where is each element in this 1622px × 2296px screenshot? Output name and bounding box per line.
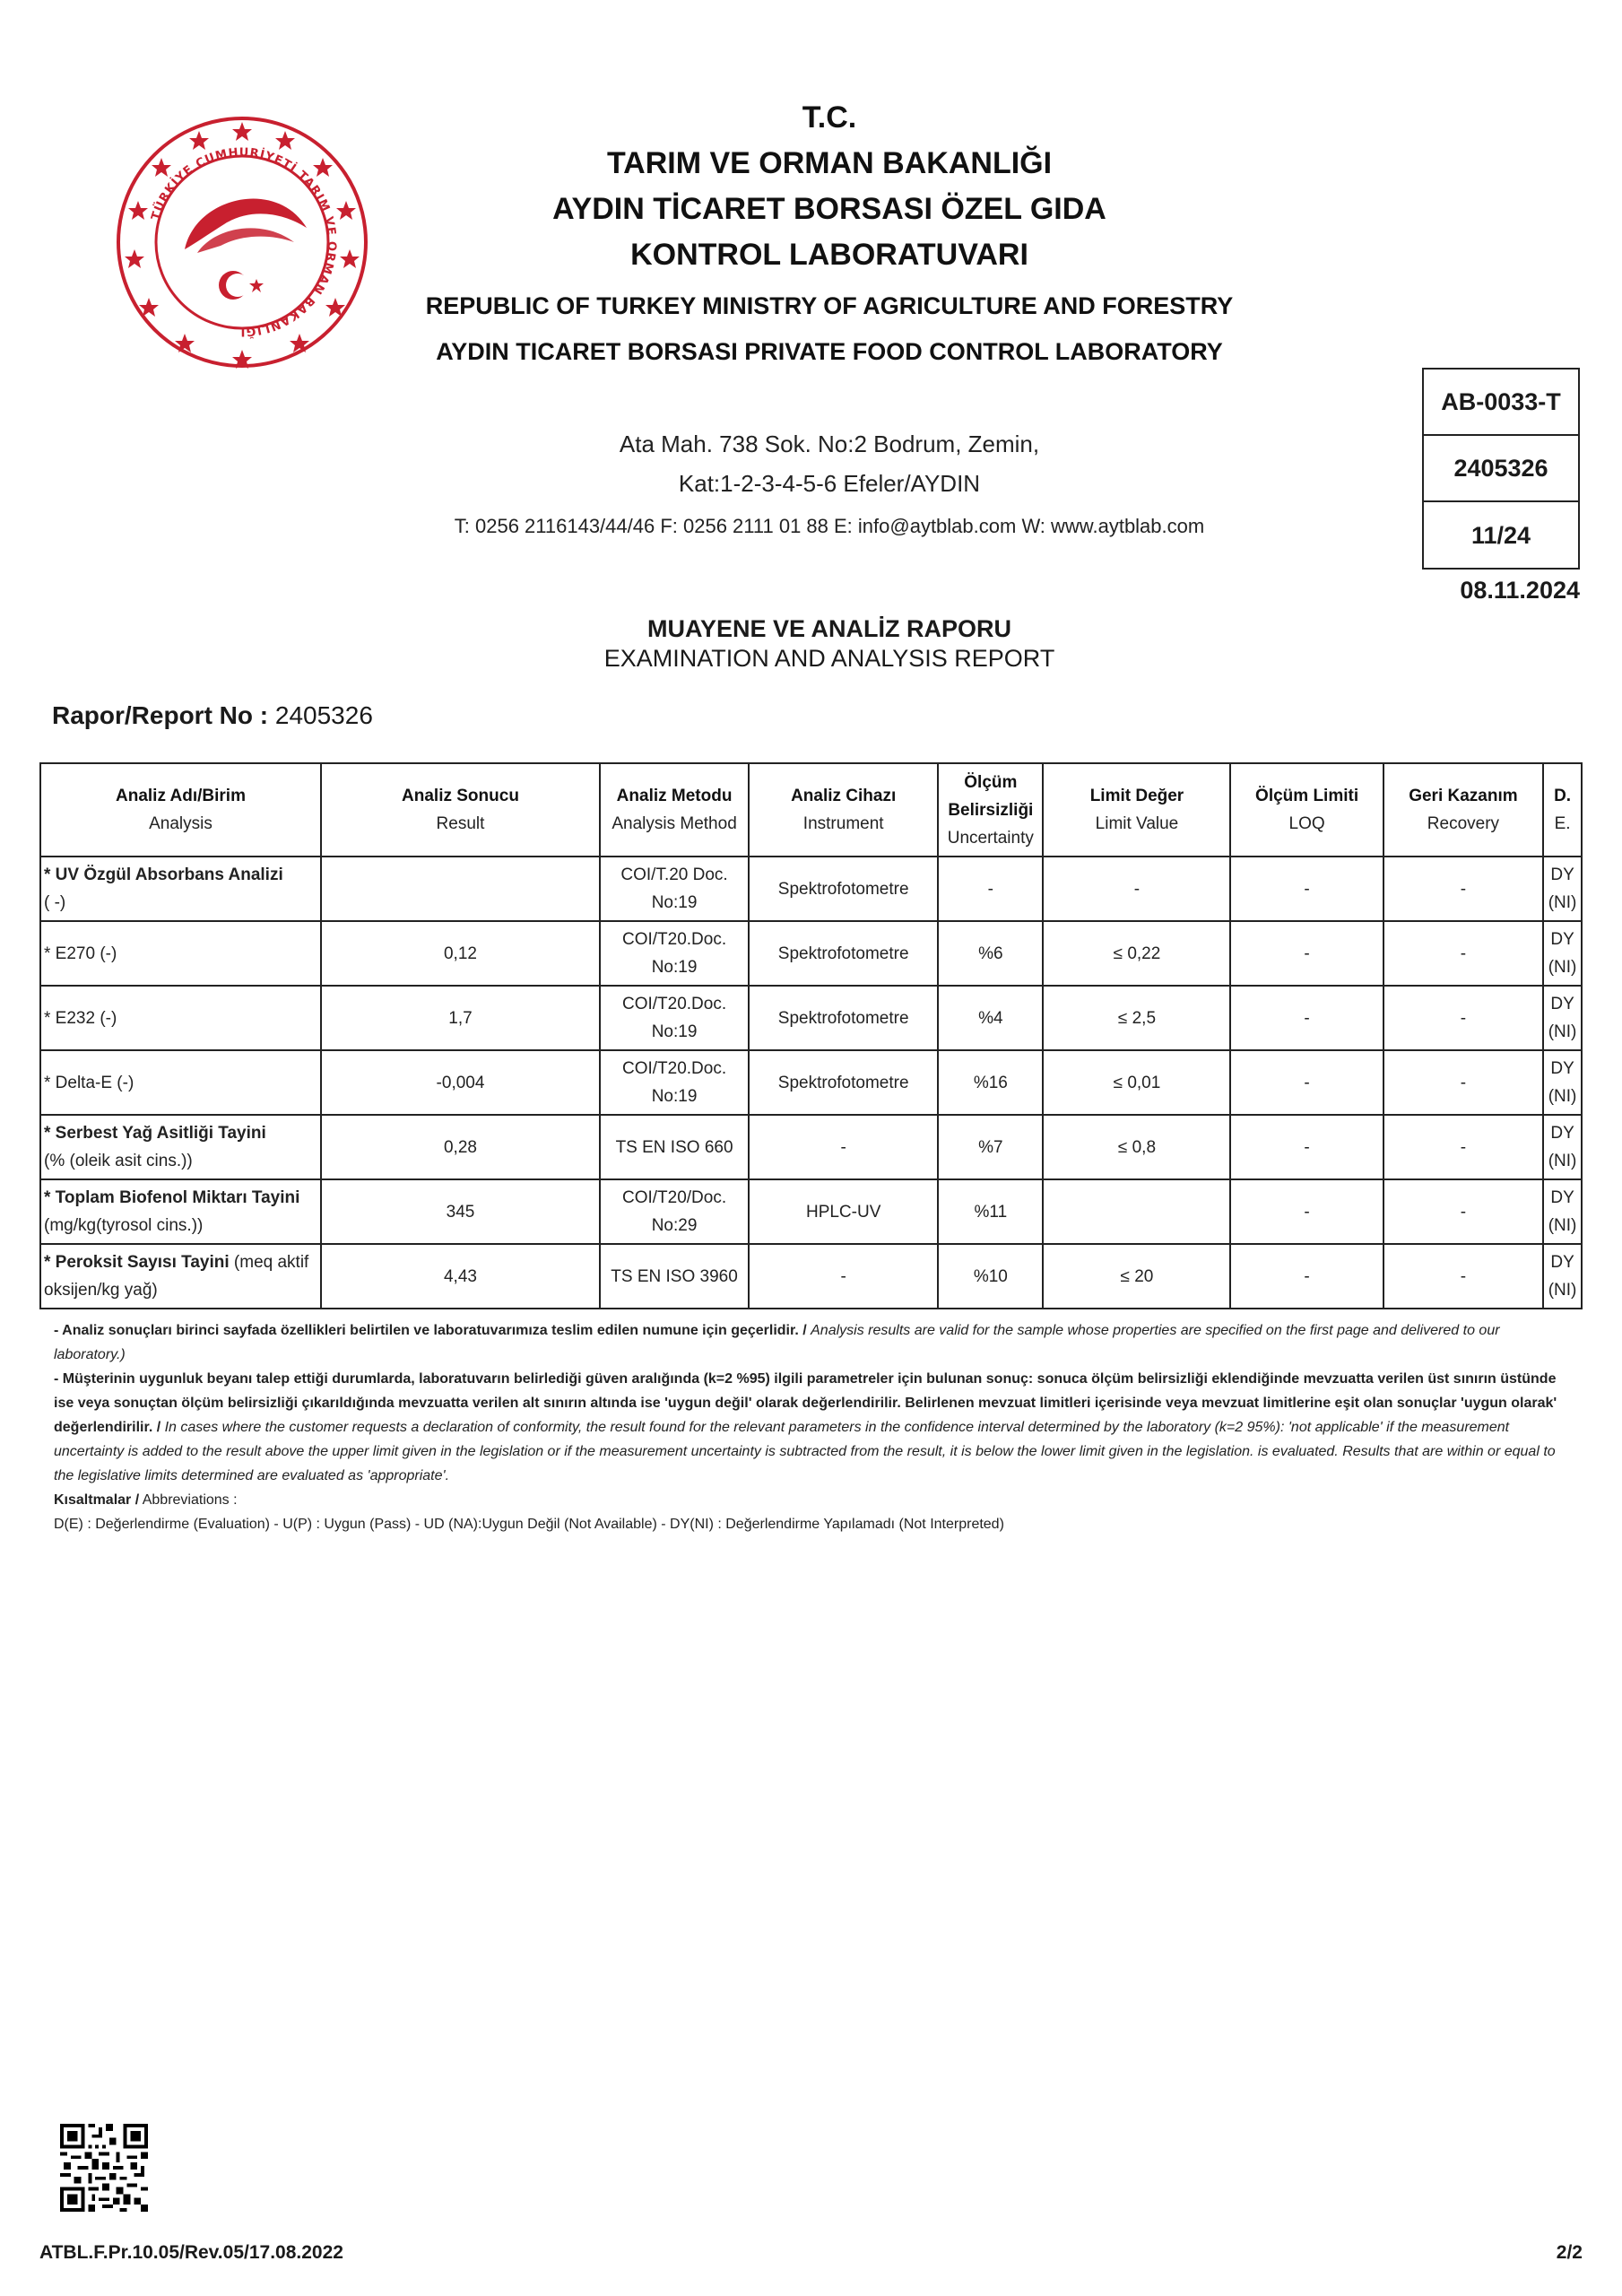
- analysis-loq: -: [1230, 986, 1383, 1050]
- analysis-method: COI/T20.Doc. No:19: [600, 1050, 749, 1115]
- document-report-number: 2405326: [1424, 436, 1578, 502]
- analysis-uncertainty: %6: [938, 921, 1043, 986]
- analysis-loq: -: [1230, 1179, 1383, 1244]
- table-row: [40, 921, 1582, 986]
- header-analysis: Analiz Adı/Birim Analysis: [40, 763, 321, 857]
- analysis-uncertainty: %7: [938, 1115, 1043, 1179]
- results-table: [39, 762, 1583, 1309]
- analysis-recovery: -: [1383, 986, 1543, 1050]
- analysis-result: [321, 857, 600, 921]
- report-date: 08.11.2024: [1460, 577, 1580, 604]
- footer-form-code: ATBL.F.Pr.10.05/Rev.05/17.08.2022: [39, 2242, 343, 2263]
- analysis-method: COI/T.20 Doc. No:19: [600, 857, 749, 921]
- report-number-line: [52, 701, 373, 730]
- document-sequence: 11/24: [1470, 521, 1531, 549]
- analysis-result: 0,12: [321, 921, 600, 986]
- header-result: Analiz Sonucu Result: [321, 763, 600, 857]
- analysis-loq: -: [1230, 1244, 1383, 1309]
- analysis-instrument: Spektrofotometre: [749, 857, 938, 921]
- report-title-en: EXAMINATION AND ANALYSIS REPORT: [603, 645, 1055, 672]
- analysis-method: COI/T20.Doc. No:19: [600, 986, 749, 1050]
- header-uncertainty: Ölçüm Belirsizliği Uncertainty: [938, 763, 1043, 857]
- analysis-name: * Peroksit Sayısı Tayini (meq aktif oksijen/kg yağ): [40, 1244, 321, 1309]
- note-conformity: - Müşterinin uygunluk beyanı talep ettiği durumlarda, laboratuvarın belirlediği güven aralığında (k=2 %95) ilgili parametreler için bulunan sonuç: sonuca ölçüm belirsizliği eklendiğinde mevzuatta verilen üst sınırın üstünde ise veya sonuçtan ölçüm belirsizliği çıkarıldığında mevzuatta verilen alt sınırın altında ise 'uygun değil' olarak değerlendirilir. Belirlenen mevzuat limitleri içerisinde veya mevzuat limitlerine eşit olan sonuçlar 'uygun olarak' değerlendirilir. / In cases where the customer requests a declaration of conformity, the result found for the relevant parameters in the confidence interval determined by the laboratory (k=2 95%): 'not applicable' if the measurement uncertainty is added to the result above the upper limit given in the legislation or if the measurement uncertainty is subtracted from the result, it is below the lower limit given in the legislation. is evaluated. Results that are within or equal to the legislative limits determined are evaluated as 'appropriate'.: [54, 1371, 1557, 1483]
- analysis-recovery: -: [1383, 1115, 1543, 1179]
- table-row: [40, 1050, 1582, 1115]
- table-row: [40, 1179, 1582, 1244]
- analysis-result: 0,28: [321, 1115, 600, 1179]
- analysis-uncertainty: %4: [938, 986, 1043, 1050]
- analysis-instrument: Spektrofotometre: [749, 921, 938, 986]
- analysis-recovery: -: [1383, 1179, 1543, 1244]
- analysis-name: * E232 (-): [40, 986, 321, 1050]
- analysis-recovery: -: [1383, 921, 1543, 986]
- analysis-name: * Delta-E (-): [40, 1050, 321, 1115]
- header-lab-tr-1: AYDIN TİCARET BORSASI ÖZEL GIDA: [552, 192, 1106, 226]
- footer-page-number: 2/2: [1556, 2242, 1583, 2263]
- analysis-evaluation: DY (NI): [1543, 986, 1582, 1050]
- analysis-method: TS EN ISO 660: [600, 1115, 749, 1179]
- analysis-method: COI/T20/Doc. No:29: [600, 1179, 749, 1244]
- address-line-2: Kat:1-2-3-4-5-6 Efeler/AYDIN: [678, 470, 981, 497]
- address-line-1: Ata Mah. 738 Sok. No:2 Bodrum, Zemin,: [619, 430, 1040, 457]
- analysis-uncertainty: -: [938, 857, 1043, 921]
- analysis-instrument: -: [749, 1244, 938, 1309]
- analysis-evaluation: DY (NI): [1543, 1244, 1582, 1309]
- analysis-loq: -: [1230, 1115, 1383, 1179]
- analysis-method: COI/T20.Doc. No:19: [600, 921, 749, 986]
- analysis-recovery: -: [1383, 1244, 1543, 1309]
- analysis-limit: [1043, 1179, 1230, 1244]
- header-loq: Ölçüm Limiti LOQ: [1230, 763, 1383, 857]
- analysis-instrument: Spektrofotometre: [749, 1050, 938, 1115]
- svg-text:TÜRKİYE CUMHURİYETİ TARIM VE O: [149, 146, 338, 339]
- analysis-uncertainty: %10: [938, 1244, 1043, 1309]
- analysis-instrument: -: [749, 1115, 938, 1179]
- document-code: AB-0033-T: [1424, 370, 1578, 436]
- note-abbreviations: D(E) : Değerlendirme (Evaluation) - U(P) : Uygun (Pass) - UD (NA):Uygun Değil (Not Available) - DY(NI) : Değerlendirme Yapılamadı (Not Interpreted): [54, 1517, 1004, 1532]
- report-title-tr: MUAYENE VE ANALİZ RAPORU: [646, 615, 1012, 642]
- analysis-evaluation: DY (NI): [1543, 1050, 1582, 1115]
- qr-code: [60, 2124, 148, 2212]
- analysis-name: * E270 (-): [40, 921, 321, 986]
- analysis-limit: -: [1043, 857, 1230, 921]
- analysis-instrument: HPLC-UV: [749, 1179, 938, 1244]
- header-limit-value: Limit Değer Limit Value: [1043, 763, 1230, 857]
- table-row: [40, 857, 1582, 921]
- seal-text: TÜRKİYE CUMHURİYETİ TARIM VE ORMAN BAKANLIĞI: [149, 145, 339, 339]
- analysis-method: TS EN ISO 3960: [600, 1244, 749, 1309]
- analysis-loq: -: [1230, 1050, 1383, 1115]
- analysis-loq: -: [1230, 857, 1383, 921]
- analysis-result: 4,43: [321, 1244, 600, 1309]
- header-method: Analiz Metodu Analysis Method: [600, 763, 749, 857]
- note-validity: - Analiz sonuçları birinci sayfada özellikleri belirtilen ve laboratuvarımıza teslim edilen numune için geçerlidir. / Analysis results are valid for the sample whose properties are specified on the first page and delivered to our laboratory.): [54, 1323, 1500, 1362]
- header-ministry-en: REPUBLIC OF TURKEY MINISTRY OF AGRICULTURE AND FORESTRY: [425, 292, 1234, 319]
- analysis-result: -0,004: [321, 1050, 600, 1115]
- table-row: [40, 986, 1582, 1050]
- table-row: [40, 1115, 1582, 1179]
- header-lab-tr-2: KONTROL LABORATUVARI: [630, 238, 1028, 272]
- header-recovery: Geri Kazanım Recovery: [1383, 763, 1543, 857]
- analysis-limit: ≤ 0,01: [1043, 1050, 1230, 1115]
- analysis-evaluation: DY (NI): [1543, 857, 1582, 921]
- analysis-limit: ≤ 0,22: [1043, 921, 1230, 986]
- header-instrument: Analiz Cihazı Instrument: [749, 763, 938, 857]
- analysis-name: * Toplam Biofenol Miktarı Tayini (mg/kg(tyrosol cins.)): [40, 1179, 321, 1244]
- table-header-row: [40, 763, 1582, 857]
- header-lab-en: AYDIN TICARET BORSASI PRIVATE FOOD CONTROL LABORATORY: [436, 338, 1223, 365]
- header-tc: T.C.: [802, 100, 857, 135]
- analysis-limit: ≤ 2,5: [1043, 986, 1230, 1050]
- analysis-uncertainty: %11: [938, 1179, 1043, 1244]
- analysis-instrument: Spektrofotometre: [749, 986, 938, 1050]
- analysis-name: * UV Özgül Absorbans Analizi ( -): [40, 857, 321, 921]
- analysis-loq: -: [1230, 921, 1383, 986]
- analysis-name: * Serbest Yağ Asitliği Tayini (% (oleik asit cins.)): [40, 1115, 321, 1179]
- analysis-limit: ≤ 20: [1043, 1244, 1230, 1309]
- report-number-label: Rapor/Report No :: [52, 701, 269, 729]
- header-evaluation: D. E.: [1543, 763, 1582, 857]
- analysis-limit: ≤ 0,8: [1043, 1115, 1230, 1179]
- ministry-seal-logo: [115, 115, 369, 370]
- analysis-evaluation: DY (NI): [1543, 1179, 1582, 1244]
- report-notes: [54, 1318, 1569, 1536]
- note-abbreviations-title: Kısaltmalar / Abbreviations :: [54, 1492, 238, 1508]
- report-number-value: 2405326: [274, 701, 373, 729]
- contact-line: T: 0256 2116143/44/46 F: 0256 2111 01 88 E: info@aytblab.com W: www.aytblab.com: [454, 515, 1205, 537]
- header-ministry-tr: TARIM VE ORMAN BAKANLIĞI: [606, 146, 1053, 180]
- analysis-evaluation: DY (NI): [1543, 1115, 1582, 1179]
- analysis-recovery: -: [1383, 1050, 1543, 1115]
- analysis-evaluation: DY (NI): [1543, 921, 1582, 986]
- analysis-uncertainty: %16: [938, 1050, 1043, 1115]
- analysis-recovery: -: [1383, 857, 1543, 921]
- analysis-result: 345: [321, 1179, 600, 1244]
- document-code-box: [1422, 368, 1580, 570]
- analysis-result: 1,7: [321, 986, 600, 1050]
- table-row: [40, 1244, 1582, 1309]
